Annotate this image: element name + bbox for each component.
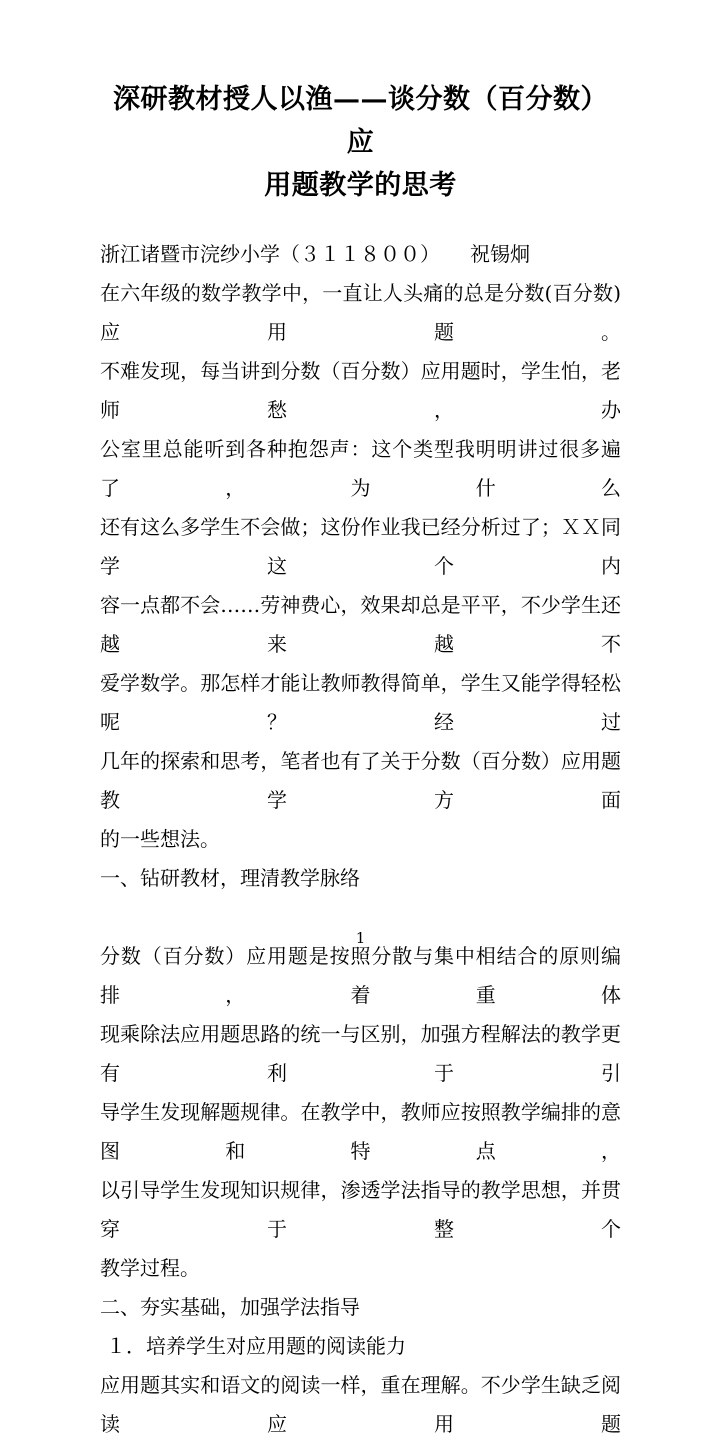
text-line: 教学过程。 <box>100 1256 200 1280</box>
text-line: 公室里总能听到各种抱怨声：这个类型我明明讲过很多遍了，为什么 <box>100 437 621 500</box>
page-title-line-2: 用题教学的思考 <box>264 170 457 201</box>
text-line: 的一些想法。 <box>100 827 220 851</box>
text-line: 容一点都不会……劳神费心，效果却总是平平，不少学生还越来越不 <box>100 593 621 656</box>
subsection-heading-one: １．培养学生对应用题的阅读能力 <box>106 1334 406 1358</box>
text-line: 分数（百分数）应用题是按照分散与集中相结合的原则编排，着重体 <box>100 944 621 1007</box>
text-line: 导学生发现解题规律。在教学中，教师应按照教学编排的意图和特点， <box>100 1100 621 1163</box>
text-line: 几年的探索和思考，笔者也有了关于分数（百分数）应用题教学方面 <box>100 749 621 812</box>
section-heading-one: 一、钻研教材，理清教学脉络 <box>100 866 360 890</box>
page-title-line-1: 深研教材授人以渔——谈分数（百分数）应 <box>113 84 608 158</box>
page-title <box>100 0 621 207</box>
text-line: 以引导学生发现知识规律，渗透学法指导的教学思想，并贯穿于整个 <box>100 1178 621 1241</box>
text-line: 应用题其实和语文的阅读一样，重在理解。不少学生缺乏阅读应用题 <box>100 1373 621 1436</box>
text-line: 爱学数学。那怎样才能让教师教得简单，学生又能学得轻松呢？经过 <box>100 671 621 734</box>
page-number: 1 <box>355 929 366 947</box>
section-heading-two: 二、夯实基础，加强学法指导 <box>100 1295 360 1319</box>
text-line: 在六年级的数学教学中，一直让人头痛的总是分数(百分数)应用题。 <box>100 281 621 344</box>
document-content <box>100 0 621 1444</box>
intro-paragraph <box>100 274 621 859</box>
subsection-one-paragraph <box>100 1366 621 1444</box>
text-line: 现乘除法应用题思路的统一与区别，加强方程解法的教学更有利于引 <box>100 1022 621 1085</box>
text-line: 还有这么多学生不会做；这份作业我已经分析过了；ＸＸ同学这个内 <box>100 515 621 578</box>
text-line: 不难发现，每当讲到分数（百分数）应用题时，学生怕，老师愁，办 <box>100 359 621 422</box>
author-affiliation-line: 浙江诸暨市浣纱小学（３１１８００） 祝锡炯 <box>100 242 530 266</box>
section-one-paragraph <box>100 937 621 1288</box>
